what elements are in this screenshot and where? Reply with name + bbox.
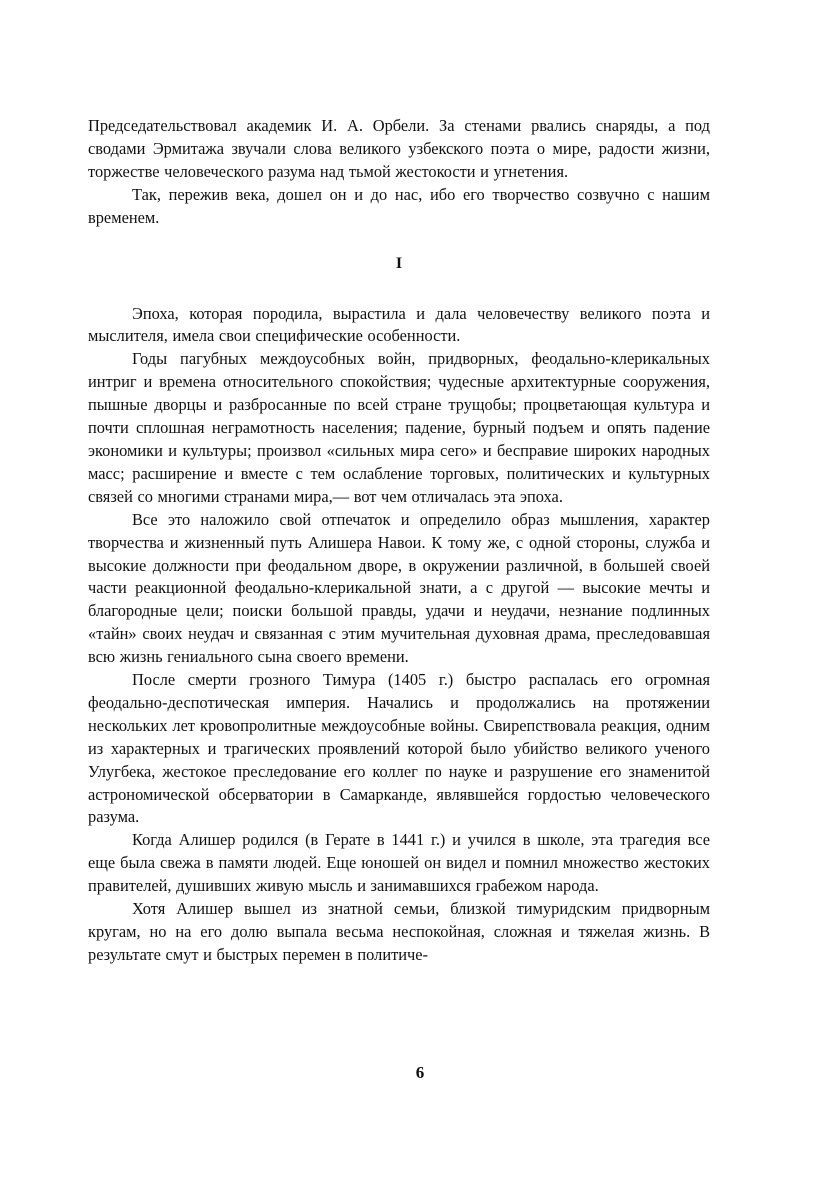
paragraph: После смерти грозного Тимура (1405 г.) быстро распалась его огромная феодально-деспотическая империя. Начались и продолжались на протяжении нескольких лет кровопролитные междоусобные войны. Свирепствовала реакция, одним из характерных и трагических проявлений которой было убийство великого ученого Улугбека, жестокое преследование его коллег по науке и разрушение его знаменитой астрономической обсерватории в Самарканде, являвшейся гордостью человеческого разума. — [88, 670, 710, 827]
paragraph: Эпоха, которая породила, вырастила и дала человечеству великого поэта и мыслителя, имела свои специфические особенности. — [88, 303, 710, 346]
paragraph: Так, пережив века, дошел он и до нас, ибо его творчество созвучно с нашим временем. — [88, 184, 710, 227]
section-heading: I — [395, 254, 403, 272]
paragraph: Все это наложило свой отпечаток и определило образ мышления, характер творчества и жизненный путь Алишера Навои. К тому же, с одной стороны, служба и высокие должности при феодальном дворе, в окружении различной, в большей своей части реакционной феодально-клерикальной знати, а с другой — высокие мечты и благородные цели; поиски большой правды, удачи и неудачи, незнание подлинных «тайн» своих неудач и связанная с этим мучительная духовная драма, преследовавшая всю жизнь гениального сына своего времени. — [88, 509, 710, 667]
paragraph-continued: Председательствовал академик И. А. Орбели. За стенами рвались снаряды, а под сводами Эрмитажа звучали слова великого узбекского поэта о мире, радости жизни, торжестве человеческого разума над тьмой жестокости и угнетения. — [88, 116, 710, 181]
paragraph: Годы пагубных междоусобных войн, придворных, феодально-клерикальных интриг и времена относительного спокойствия; чудесные архитектурные сооружения, пышные дворцы и разбросанные по всей стране трущобы; процветающая культура и почти сплошная неграмотность населения; падение, бурный подъем и опять падение экономики и культуры; произвол «сильных мира сего» и бесправие широких народных масс; расширение и вместе с тем ослабление торговых, политических и культурных связей со многими странами мира,— вот чем отличалась эта эпоха. — [88, 349, 710, 506]
paragraph: Когда Алишер родился (в Герате в 1441 г.) и учился в школе, эта трагедия все еще была свежа в памяти людей. Еще юношей он видел и помнил множество жестоких правителей, душивших живую мысль и занимавшихся грабежом народа. — [88, 830, 710, 896]
page-number: 6 — [415, 1063, 425, 1082]
paragraph: Хотя Алишер вышел из знатной семьи, близкой тимуридским придворным кругам, но на его долю выпала весьма неспокойная, сложная и тяжелая жизнь. В результате смут и быстрых перемен в политиче- — [88, 899, 710, 964]
page-body — [88, 115, 710, 967]
